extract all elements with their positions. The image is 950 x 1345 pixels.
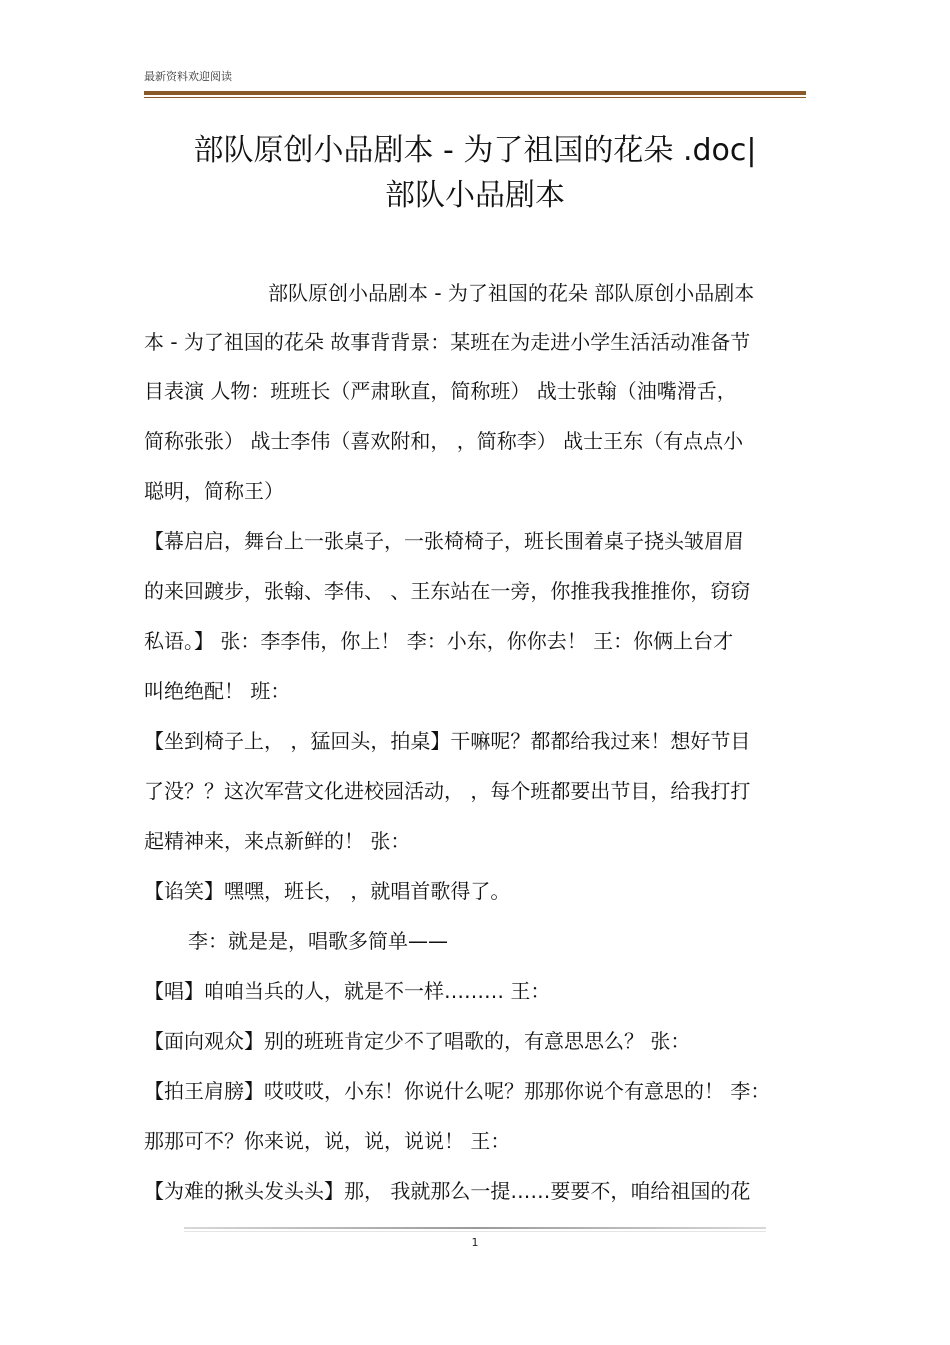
body-line: 私语。】 张：李李伟，你上！ 李：小东，你你去！ 王：你俩上台才: [144, 629, 734, 653]
body-line: 聪明，简称王）: [144, 479, 284, 503]
body-line: 【坐到椅子上， ，猛回头，拍桌】干嘛呢？都都给我过来！想好节目: [144, 729, 751, 753]
header-rule-thin: [144, 97, 806, 98]
body-line: 李：就是是，唱歌多简单——: [188, 929, 448, 953]
header-rule-thick: [144, 91, 806, 95]
footer-rule: [184, 1227, 766, 1229]
body-line: 目表演 人物：班班长（严肃耿直，简称班） 战士张翰（油嘴滑舌，: [144, 379, 737, 403]
body-line: 了没？？这次军营文化进校园活动， ，每个班都要出节目，给我打打: [144, 779, 751, 803]
page-number: 1: [471, 1236, 479, 1249]
body-line: 那那可不？你来说，说，说，说说！ 王：: [144, 1129, 511, 1153]
page-header: 最新资料欢迎阅读: [144, 70, 232, 83]
body-line: 叫绝绝配！ 班：: [144, 679, 291, 703]
title-line-1: 部队原创小品剧本 - 为了祖国的花朵 .doc|: [193, 133, 757, 168]
body-line: 部队原创小品剧本 - 为了祖国的花朵 部队原创小品剧本: [268, 281, 755, 305]
body-line: 【谄笑】嘿嘿，班长， ，就唱首歌得了。: [144, 879, 511, 903]
document-title: [144, 128, 806, 218]
footer-rule-shadow: [184, 1231, 766, 1232]
body-line: 【唱】咱咱当兵的人，就是不一样……… 王：: [144, 979, 551, 1003]
body-line: 【为难的揪头发头头】那， 我就那么一提……要要不，咱给祖国的花: [144, 1179, 751, 1203]
body-line: 简称张张） 战士李伟（喜欢附和， ，简称李） 战士王东（有点点小: [144, 429, 744, 453]
body-line: 本 - 为了祖国的花朵 故事背背景：某班在为走进小学生活活动准备节: [144, 330, 751, 354]
title-line-2: 部队小品剧本: [385, 178, 565, 213]
body-line: 【面向观众】别的班班肯定少不了唱歌的，有意思思么？ 张：: [144, 1029, 691, 1053]
body-line: 【拍王肩膀】哎哎哎，小东！你说什么呢？那那你说个有意思的！ 李：: [144, 1079, 771, 1103]
body-line: 【幕启启，舞台上一张桌子，一张椅椅子，班长围着桌子挠头皱眉眉: [144, 529, 744, 553]
body-line: 的来回踱步，张翰、李伟、 、王东站在一旁，你推我我推推你，窃窃: [144, 579, 751, 603]
body-line: 起精神来，来点新鲜的！ 张：: [144, 829, 411, 853]
